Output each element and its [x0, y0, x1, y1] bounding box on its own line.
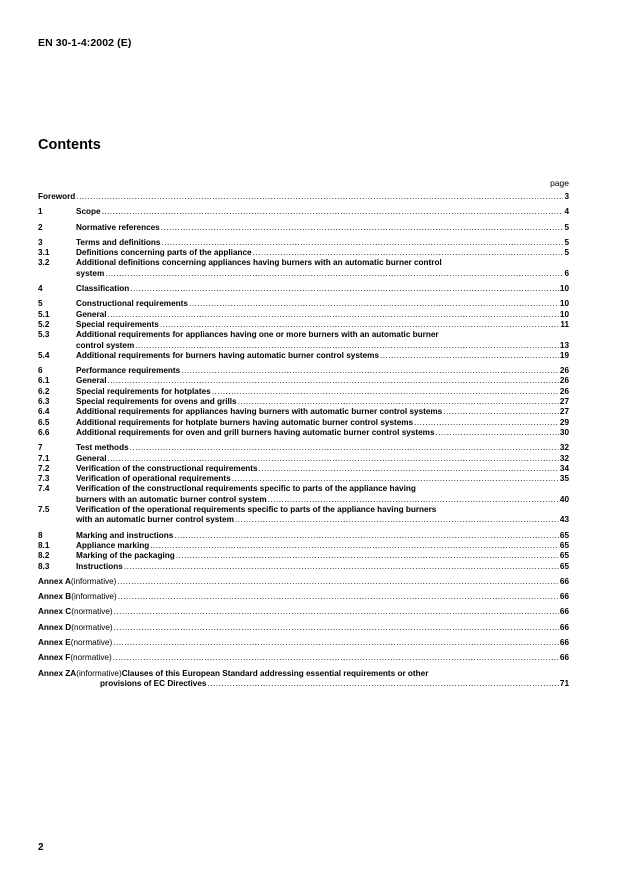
toc-entry-title: Special requirements for hotplates [76, 386, 211, 396]
toc-page-number: 35 [559, 474, 569, 484]
toc-entry [38, 397, 569, 407]
toc-entry [38, 541, 569, 551]
toc-entry-title: Additional requirements for oven and grill burners having automatic burner control systems [76, 427, 435, 437]
document-header: EN 30-1-4:2002 (E) [38, 37, 132, 49]
toc-group [38, 223, 569, 233]
toc-entry-text [76, 269, 564, 279]
toc-entry-title: General [76, 376, 107, 386]
dot-leader [108, 454, 559, 464]
toc-group [38, 607, 569, 617]
toc-group [38, 592, 569, 602]
toc-entry-text [76, 562, 560, 572]
toc-page-number: 65 [559, 540, 569, 550]
toc-entry-title: Test methods [76, 443, 129, 453]
toc-entry [38, 376, 569, 386]
page-column-label: page [550, 178, 569, 188]
toc-entry [38, 248, 569, 258]
toc-entry [38, 238, 569, 248]
toc-section-number: 3.2 [38, 258, 50, 268]
dot-leader [212, 387, 559, 397]
toc-entry-continued [38, 515, 569, 525]
annex-note: (informative) [76, 668, 122, 678]
toc-page-number: 66 [559, 592, 569, 602]
toc-entry-continued [38, 269, 569, 279]
annex-label: Annex ZA [38, 668, 77, 678]
toc-entry-text [76, 299, 560, 309]
toc-entry-title: Additional requirements for burners having automatic burner control systems [76, 350, 379, 360]
dot-leader [181, 366, 559, 376]
toc-page-number: 3 [564, 192, 569, 201]
dot-leader [235, 515, 559, 525]
toc-entry-text [100, 679, 560, 689]
toc-group [38, 238, 569, 279]
dot-leader [238, 397, 559, 407]
toc-section-number: 3.1 [38, 248, 50, 258]
toc-entry-text [38, 592, 560, 602]
toc-entry-text [76, 284, 560, 294]
dot-leader [130, 284, 559, 294]
dot-leader [443, 407, 559, 417]
annex-label: Annex D [38, 622, 72, 632]
toc-page-number: 71 [559, 678, 569, 688]
toc-entry-continued [38, 679, 569, 689]
annex-note: (normative) [71, 622, 113, 632]
toc-section-number: 8.2 [38, 551, 50, 561]
toc-section-number: 6.1 [38, 376, 50, 386]
toc-section-number: 8 [38, 530, 43, 540]
toc-page-number: 4 [564, 207, 569, 217]
toc-group [38, 299, 569, 361]
toc-page-number: 26 [559, 376, 569, 386]
toc-entry-text [76, 310, 560, 320]
toc-section-number: 6.3 [38, 397, 50, 407]
annex-note: (informative) [70, 576, 117, 586]
dot-leader [176, 551, 559, 561]
annex-title: Clauses of this European Standard addressing essential requirements or other [121, 668, 429, 678]
toc-entry [38, 330, 569, 340]
toc-entry-text [76, 376, 560, 386]
toc-entry-text [76, 248, 564, 258]
toc-entry-title: Additional definitions concerning appliances having burners with an automatic burner control [76, 258, 442, 268]
dot-leader [118, 592, 559, 602]
toc-entry-title: General [76, 309, 107, 319]
toc-entry [38, 592, 569, 602]
toc-entry-text [76, 515, 560, 525]
toc-page-number: 40 [559, 494, 569, 504]
toc-group [38, 207, 569, 217]
toc-section-number: 8.1 [38, 540, 50, 550]
toc-entry-title: Additional requirements for appliances having one or more burners with an automatic burner [76, 330, 439, 340]
toc-entry-text [76, 207, 564, 217]
toc-page-number: 66 [559, 622, 569, 632]
toc-page-number: 5 [564, 237, 569, 247]
toc-entry-text [38, 623, 560, 633]
page-number: 2 [38, 842, 44, 853]
toc-entry-text [76, 428, 560, 438]
toc-page-number: 5 [564, 222, 569, 232]
toc-entry-text [38, 577, 560, 587]
toc-entry-text [76, 454, 560, 464]
toc-page-number: 32 [559, 443, 569, 453]
table-of-contents [38, 192, 569, 694]
toc-entry-text [76, 238, 564, 248]
toc-page-number: 5 [564, 248, 569, 258]
toc-entry-title: Verification of the constructional requirements [76, 463, 258, 473]
toc-entry-title-cont: burners with an automatic burner control system [76, 494, 267, 504]
dot-leader [105, 269, 563, 279]
toc-section-number: 5 [38, 299, 43, 309]
toc-section-number: 7.3 [38, 474, 50, 484]
toc-entry-title: Special requirements [76, 319, 159, 329]
toc-entry-text [76, 474, 560, 484]
toc-entry [38, 284, 569, 294]
dot-leader [114, 607, 559, 617]
toc-entry [38, 464, 569, 474]
dot-leader [161, 223, 564, 233]
toc-section-number: 7 [38, 443, 43, 453]
toc-page-number: 66 [559, 653, 569, 663]
toc-page-number: 65 [559, 551, 569, 561]
toc-page-number: 13 [559, 340, 569, 350]
toc-entry [38, 299, 569, 309]
annex-label: Annex F [38, 653, 71, 663]
toc-entry [38, 577, 569, 587]
dot-leader [207, 679, 558, 689]
dot-leader [114, 623, 559, 633]
toc-entry-title: Classification [76, 284, 130, 294]
toc-entry-title: Performance requirements [76, 366, 181, 376]
toc-entry-title: Definitions concerning parts of the appliance [76, 248, 252, 258]
dot-leader [414, 418, 559, 428]
toc-page-number: 6 [564, 268, 569, 278]
toc-entry [38, 638, 569, 648]
toc-entry-text [76, 443, 560, 453]
toc-section-number: 7.1 [38, 453, 50, 463]
toc-page-number: 10 [559, 284, 569, 294]
toc-entry [38, 505, 569, 515]
toc-entry [38, 454, 569, 464]
toc-page-number: 29 [559, 417, 569, 427]
toc-group [38, 192, 569, 202]
toc-entry-title: Appliance marking [76, 540, 150, 550]
toc-group [38, 443, 569, 525]
toc-entry [38, 207, 569, 217]
toc-page-number: 26 [559, 366, 569, 376]
toc-entry-text [76, 397, 560, 407]
toc-entry-text [38, 669, 569, 679]
toc-group [38, 366, 569, 438]
toc-section-number: 3 [38, 237, 43, 247]
toc-section-number: 4 [38, 284, 43, 294]
toc-entry-text [76, 223, 564, 233]
toc-section-number: 5.3 [38, 330, 50, 340]
dot-leader [124, 562, 559, 572]
toc-page-number: 66 [559, 576, 569, 586]
toc-entry-text [38, 607, 560, 617]
toc-section-number: 6.2 [38, 386, 50, 396]
toc-entry [38, 484, 569, 494]
toc-entry-continued [38, 495, 569, 505]
toc-entry-title: Verification of operational requirements [76, 474, 231, 484]
toc-group [38, 669, 569, 690]
dot-leader [102, 207, 564, 217]
toc-section-number: 6 [38, 366, 43, 376]
toc-entry-text [76, 464, 560, 474]
toc-page-number: 27 [559, 397, 569, 407]
toc-entry [38, 407, 569, 417]
toc-entry-title: Foreword [38, 192, 76, 201]
toc-entry-text [76, 418, 560, 428]
toc-section-number: 5.1 [38, 309, 50, 319]
annex-label: Annex E [38, 637, 71, 647]
dot-leader [108, 376, 559, 386]
toc-page-number: 26 [559, 386, 569, 396]
toc-entry-title: Scope [76, 207, 101, 217]
toc-entry-text [76, 407, 560, 417]
toc-entry [38, 223, 569, 233]
toc-entry [38, 562, 569, 572]
toc-entry-title: Marking and instructions [76, 530, 174, 540]
annex-label: Annex C [38, 607, 72, 617]
contents-heading: Contents [38, 137, 101, 153]
toc-page-number: 43 [559, 515, 569, 525]
dot-leader [161, 238, 563, 248]
dot-leader [130, 443, 559, 453]
toc-entry-text [38, 192, 564, 202]
toc-entry-text [76, 351, 560, 361]
toc-entry-continued [38, 341, 569, 351]
toc-entry [38, 474, 569, 484]
toc-page-number: 65 [559, 561, 569, 571]
toc-page-number: 32 [559, 453, 569, 463]
toc-entry-title-cont: system [76, 268, 105, 278]
dot-leader [259, 464, 559, 474]
toc-entry-title-cont: control system [76, 340, 135, 350]
toc-entry-text [76, 320, 560, 330]
dot-leader [189, 299, 559, 309]
toc-entry-title: Special requirements for ovens and grills [76, 397, 237, 407]
toc-entry-title: Verification of the operational requirements specific to parts of the appliance having burners [76, 505, 437, 515]
annex-label: Annex A [38, 576, 71, 586]
toc-entry-text [76, 387, 560, 397]
toc-entry-title-cont: with an automatic burner control system [76, 515, 234, 525]
toc-entry-title: General [76, 453, 107, 463]
annex-note: (normative) [70, 653, 112, 663]
toc-entry [38, 531, 569, 541]
toc-entry [38, 623, 569, 633]
toc-entry [38, 551, 569, 561]
toc-entry-text [38, 653, 560, 663]
dot-leader [113, 653, 559, 663]
toc-entry-text [76, 541, 560, 551]
toc-section-number: 6.6 [38, 427, 50, 437]
toc-entry [38, 310, 569, 320]
toc-entry-text [76, 551, 560, 561]
toc-entry [38, 351, 569, 361]
toc-entry-title: Terms and definitions [76, 237, 161, 247]
toc-page-number: 30 [559, 427, 569, 437]
toc-entry [38, 418, 569, 428]
toc-entry-title: Instructions [76, 561, 123, 571]
dot-leader [253, 248, 564, 258]
toc-entry-title: Marking of the packaging [76, 551, 175, 561]
dot-leader [160, 320, 560, 330]
toc-entry-title: Normative references [76, 222, 160, 232]
toc-page-number: 34 [559, 463, 569, 473]
dot-leader [174, 531, 559, 541]
toc-section-number: 7.4 [38, 484, 50, 494]
toc-entry [38, 653, 569, 663]
annex-label: Annex B [38, 592, 72, 602]
toc-page-number: 19 [559, 350, 569, 360]
toc-entry-text [76, 531, 560, 541]
toc-entry-text [76, 366, 560, 376]
toc-entry [38, 258, 569, 268]
dot-leader [268, 495, 559, 505]
toc-entry [38, 607, 569, 617]
toc-page-number: 66 [559, 637, 569, 647]
toc-entry-text [76, 495, 560, 505]
dot-leader [436, 428, 559, 438]
toc-entry-title: Constructional requirements [76, 299, 188, 309]
dot-leader [380, 351, 559, 361]
toc-entry [38, 669, 569, 679]
toc-entry [38, 428, 569, 438]
dot-leader [232, 474, 559, 484]
toc-group [38, 623, 569, 633]
annex-note: (normative) [71, 607, 113, 617]
toc-section-number: 7.2 [38, 463, 50, 473]
toc-entry-text [38, 638, 560, 648]
dot-leader [150, 541, 559, 551]
dot-leader [117, 577, 558, 587]
toc-group [38, 653, 569, 663]
dot-leader [113, 638, 559, 648]
toc-section-number: 5.4 [38, 350, 50, 360]
toc-group [38, 531, 569, 572]
annex-note: (informative) [71, 592, 117, 602]
toc-entry-title: Additional requirements for hotplate burners having automatic burner control systems [76, 417, 414, 427]
toc-entry-title: Verification of the constructional requirements specific to parts of the appliance having [76, 484, 416, 494]
toc-page-number: 10 [559, 309, 569, 319]
toc-page-number: 11 [560, 319, 569, 329]
toc-section-number: 2 [38, 222, 43, 232]
toc-section-number: 8.3 [38, 561, 50, 571]
toc-page-number: 66 [559, 607, 569, 617]
toc-group [38, 284, 569, 294]
toc-entry [38, 192, 569, 202]
toc-section-number: 5.2 [38, 319, 50, 329]
toc-section-number: 6.4 [38, 407, 50, 417]
toc-group [38, 638, 569, 648]
toc-group [38, 577, 569, 587]
dot-leader [135, 341, 559, 351]
toc-entry [38, 443, 569, 453]
toc-entry [38, 387, 569, 397]
toc-section-number: 6.5 [38, 417, 50, 427]
toc-entry [38, 320, 569, 330]
toc-entry-title: Additional requirements for appliances having burners with automatic burner control systems [76, 407, 443, 417]
annex-note: (normative) [70, 637, 113, 647]
toc-entry [38, 366, 569, 376]
toc-page-number: 10 [559, 299, 569, 309]
toc-page-number: 65 [559, 530, 569, 540]
dot-leader [108, 310, 559, 320]
toc-entry-title-cont: provisions of EC Directives [100, 678, 207, 688]
toc-page-number: 27 [559, 407, 569, 417]
toc-section-number: 1 [38, 207, 43, 217]
toc-section-number: 7.5 [38, 505, 50, 515]
dot-leader [76, 192, 563, 202]
toc-entry-text [76, 341, 560, 351]
